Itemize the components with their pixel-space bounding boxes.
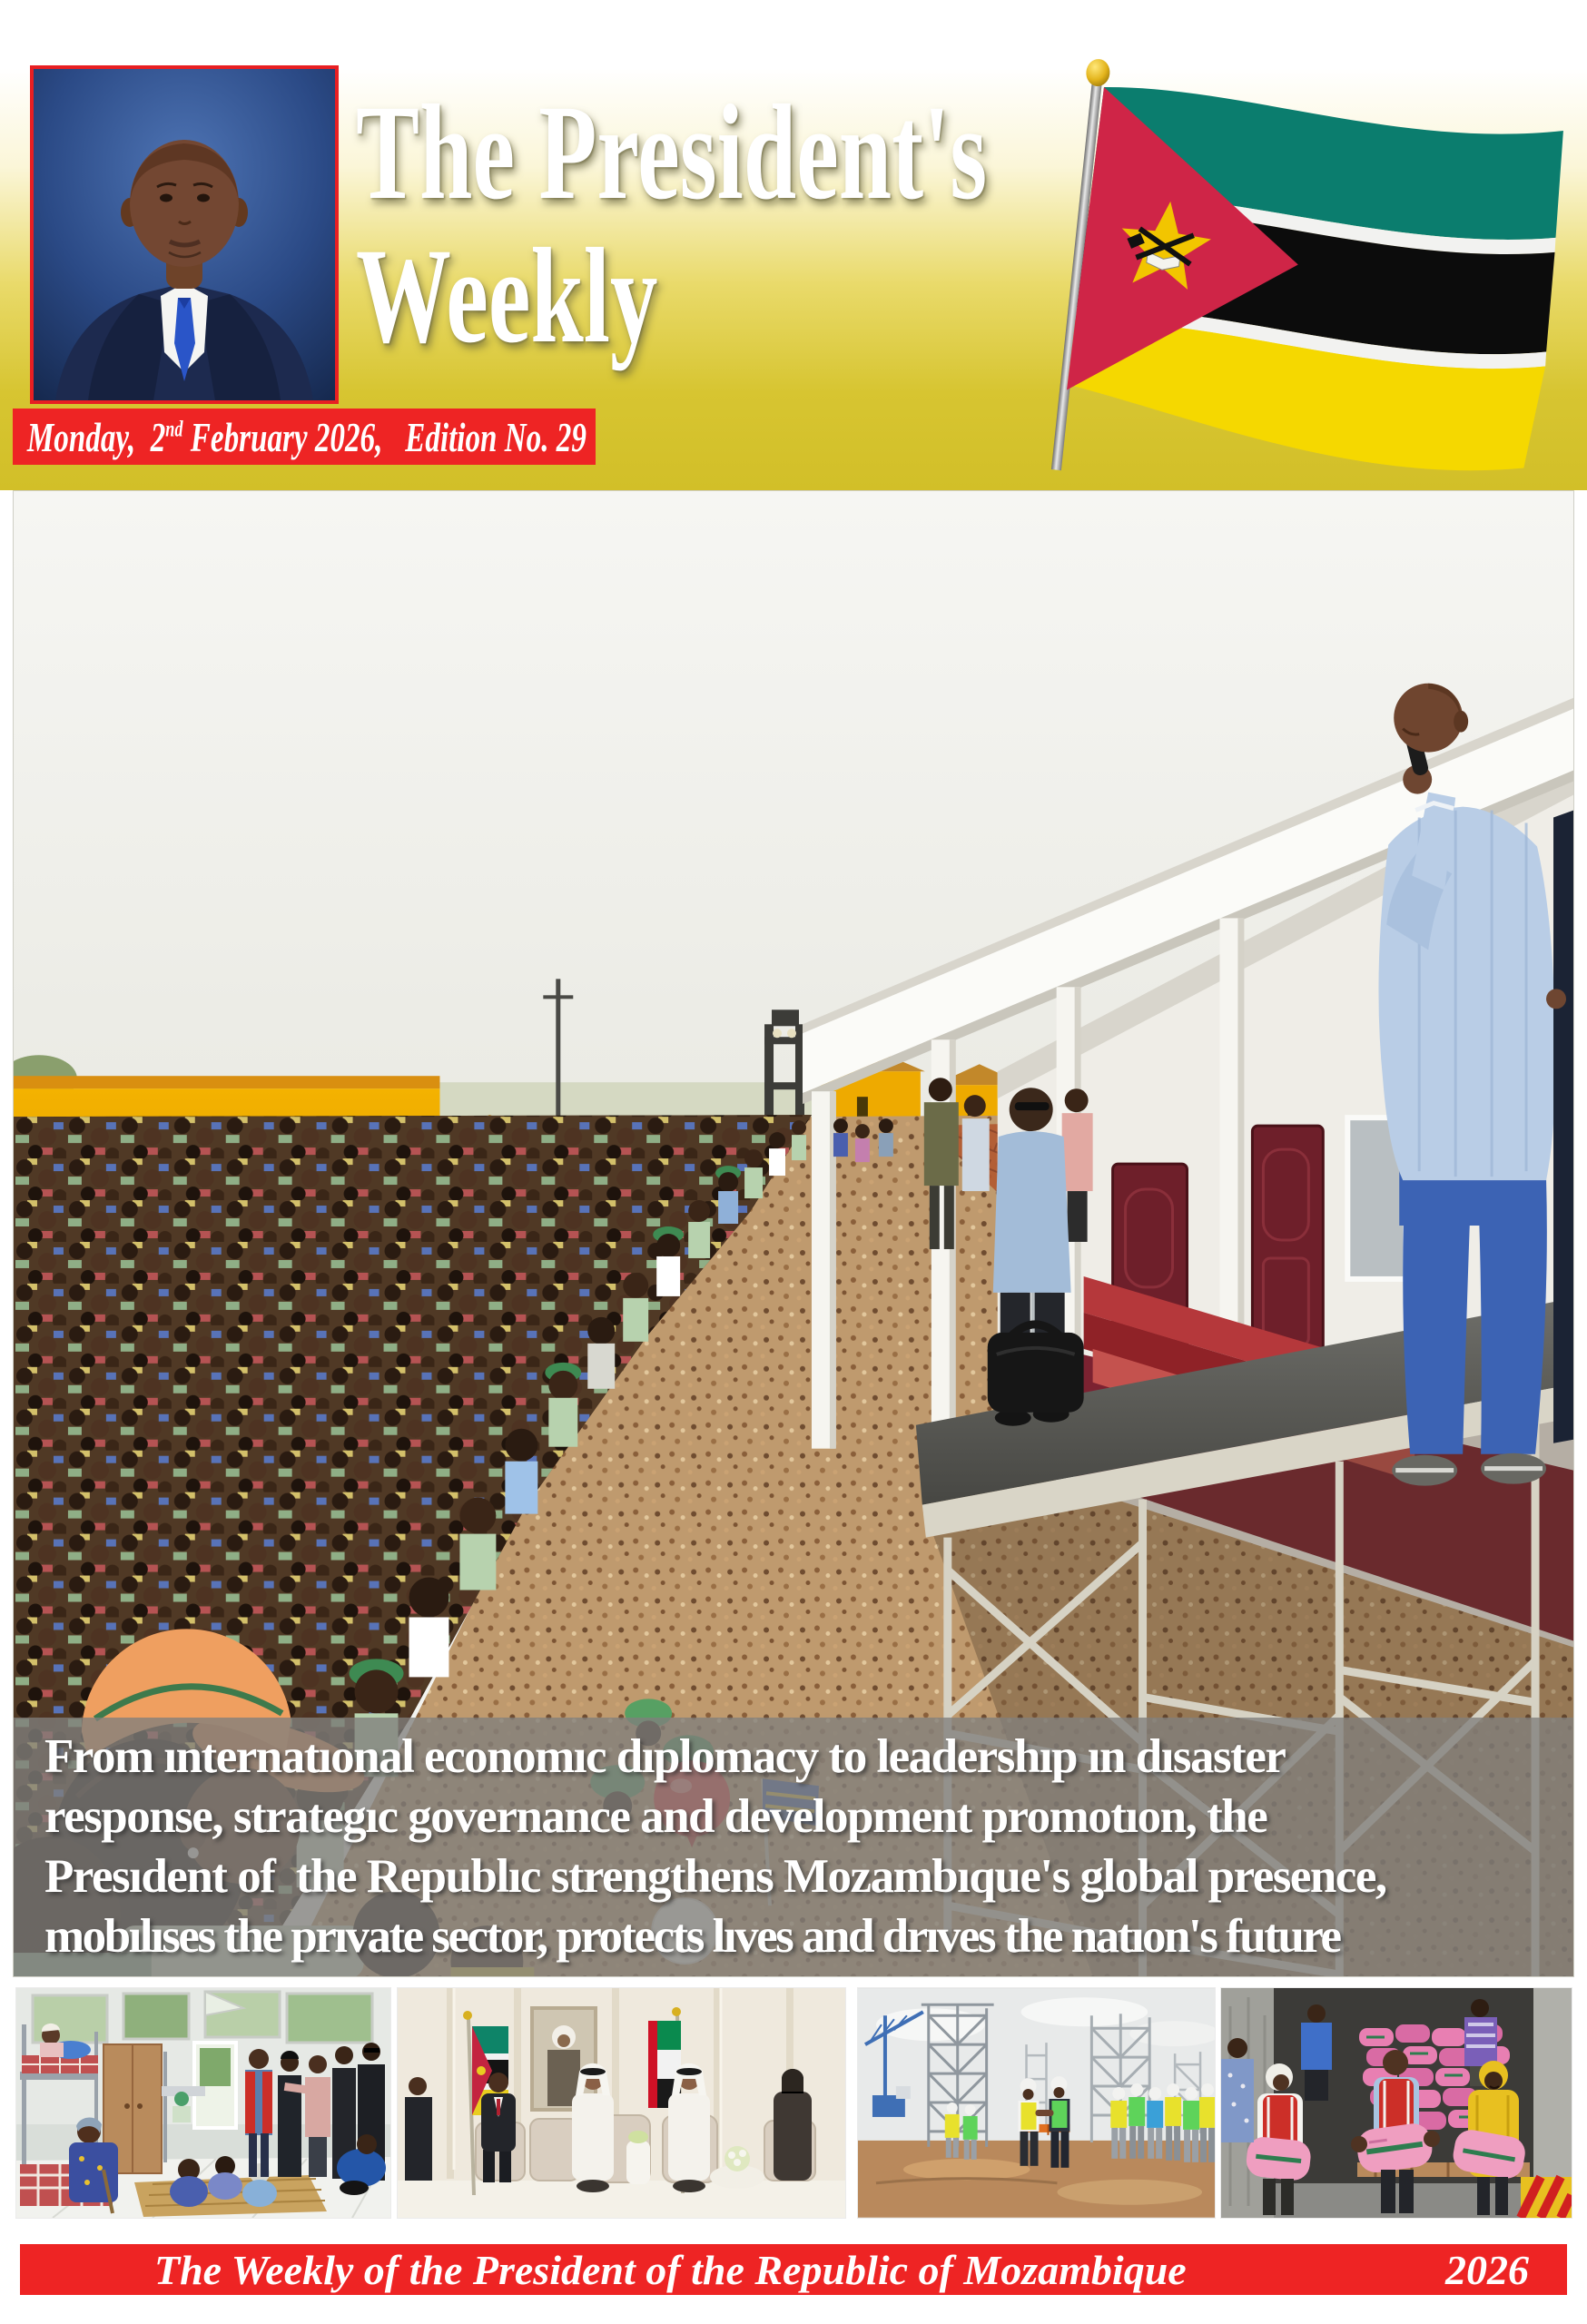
masthead-title-line2: Weekly — [356, 221, 658, 371]
thumbnail-aid-image — [1221, 1988, 1572, 2218]
president-portrait-image — [34, 69, 335, 400]
masthead-title-line1: The President's — [356, 77, 988, 228]
aide-figure — [1553, 811, 1573, 1443]
thumbnail-aid-distribution — [1221, 1988, 1572, 2218]
footer-bar — [20, 2244, 1567, 2295]
thumbnail-meeting-image — [398, 1988, 845, 2218]
seated-sheikh-2 — [668, 2063, 710, 2192]
caption-line-1: From ınternatıonal economıc dıplomacy to leadershıp ın dısaster — [44, 1730, 1286, 1783]
mozambique-flag-image — [1035, 34, 1587, 488]
hazard-stripe-board — [1521, 2177, 1572, 2218]
thumbnail-shelter-image — [16, 1988, 390, 2218]
thumbnail-uae-meeting — [398, 1988, 845, 2218]
caption-line-2: response, strategıc governance and development promotıon, the — [44, 1790, 1267, 1843]
caption-line-3: Presıdent of the Republıc strengthens Mozambıque's global presence, — [44, 1850, 1386, 1903]
seated-sheikh-1 — [572, 2063, 614, 2192]
thumbnail-construction-image — [858, 1988, 1215, 2218]
masthead — [0, 0, 1587, 490]
thumbnail-shelter-visit — [16, 1988, 390, 2218]
footer-year: 2026 — [1445, 2246, 1529, 2293]
footer-text: The Weekly of the President of the Republic of Mozambique — [154, 2246, 1187, 2293]
date-text: Monday, 2nd February 2026, Edition No. 29 — [26, 413, 586, 460]
president-portrait — [30, 65, 339, 404]
standing-officials — [245, 2043, 386, 2195]
mozambique-flag-icon — [1035, 34, 1587, 488]
thumbnail-construction-site — [858, 1988, 1215, 2218]
caption-line-4: mobılıses the prıvate sector, protects lıves and drıves the natıon's future — [44, 1910, 1340, 1963]
date-banner — [13, 409, 596, 465]
cover-photo — [13, 490, 1574, 1977]
cover-caption — [14, 1718, 1573, 1976]
